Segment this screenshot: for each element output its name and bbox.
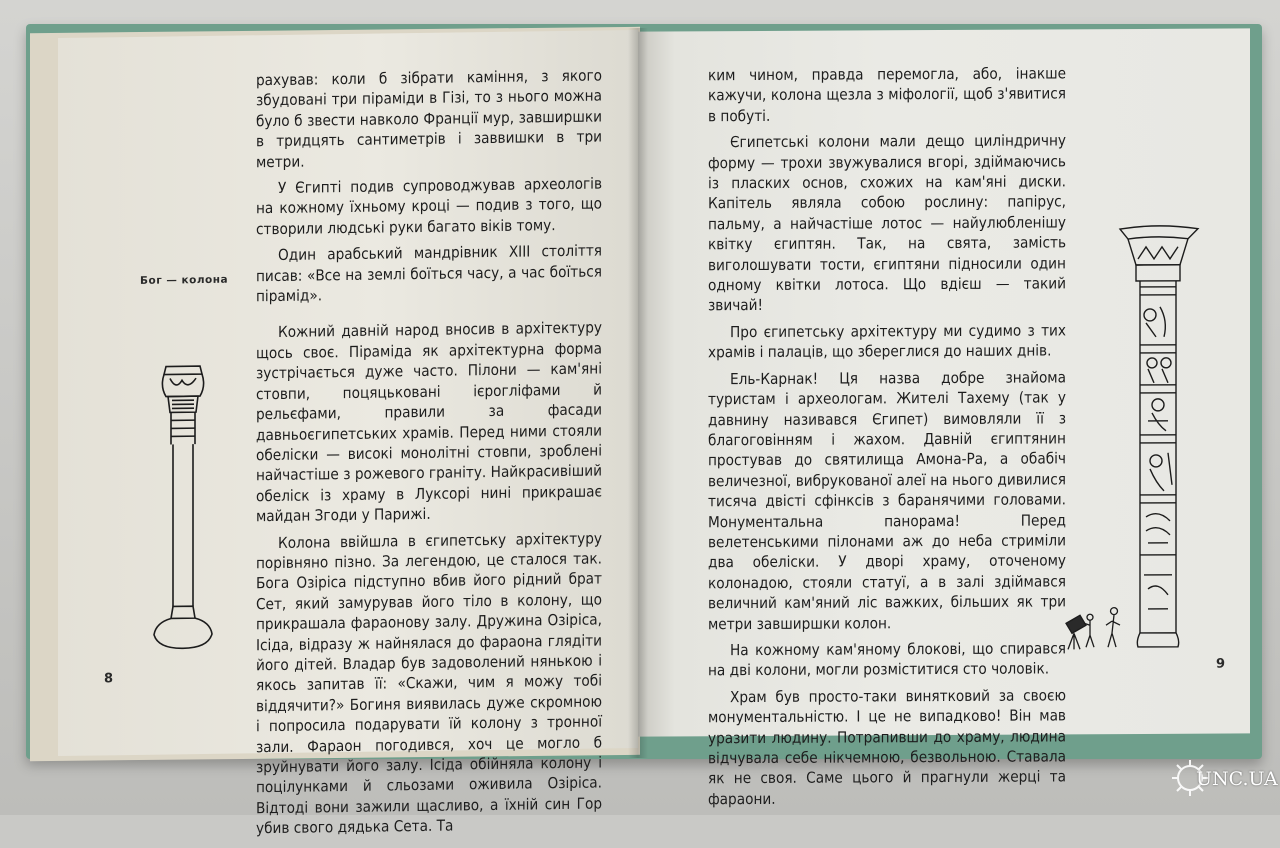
paragraph: Про єгипетську архітектуру ми судимо з тих храмів і палаців, що збереглися до наших днів. [708,321,1066,362]
paragraph: На кожному кам'яному блокові, що спирався на дві колони, могли розміститися сто чоловік. [708,639,1066,680]
paragraph: Храм був просто-таки винятковий за своєю монументальністю. І це не випадково! Він мав уразити людину. Потрапивши до храму, людина відчувала себе нікчемною, безвольною. Ставала як не своя. Саме цього й прагнули жерці та фараони. [708,686,1066,809]
book-gutter [628,28,648,758]
watermark-text: UNC.UA [1196,768,1278,790]
lotus-column-illustration [148,356,218,667]
illustration-caption: Бог — колона [140,273,229,287]
page-number-left: 8 [104,671,114,687]
left-page-text [256,65,602,844]
right-page-text [708,63,1066,815]
paragraph: Один арабський мандрівник XIII століття писав: «Все на землі боїться часу, а час боїться пірамід». [256,241,602,306]
tourist-figures-illustration [1060,603,1130,653]
paragraph: рахував: коли б зібрати каміння, з якого збудовані три піраміди в Гізі, то з нього можна було б звести навколо Франції мур, завширшки в тридцять сантиметрів і заввишки в три метри. [256,66,602,171]
paragraph: ким чином, правда перемогла, або, інакше кажучи, колона щезла з міфології, щоб з'явитися в побуті. [708,64,1066,126]
page-number-right: 9 [1216,656,1226,672]
paragraph: Єгипетські колони мали дещо циліндричну форму — трохи звужувалися вгорі, здіймаючись із пласких основ, схожих на кам'яні диски. Капітель являла собою рослину: папірус, пальму, а найчастіше лотос — найулюбленішу квітку єгиптян. Так, на свята, замість виголошувати тости, єгиптяни підносили один одному квітки лотоса. Що вдієш — такий звичай! [708,131,1066,315]
paragraph: Кожний давній народ вносив в архітектуру щось своє. Піраміда як архітектурна форма зустрічається дуже часто. Пілони — кам'яні стовпи, поцяцьковані ієрогліфами й рельєфами, правили за фасади давньоєгипетських храмів. Перед ними стояли обеліски — високі монолітні стовпи, зроблені найчастіше з рожевого граніту. Найкрасивіший обеліск із храму в Луксорі нині прикрашає майдан Згоди у Парижі. [256,318,602,526]
paragraph: Ель-Карнак! Ця назва добре знайома туристам і археологам. Жителі Тахему (так у давнину називався Єгипет) вимовляли її з благоговінням і жахом. Давній єгиптянин простував до святилища Амона-Ра, а обабіч величезної, вибрукованої алеї на нього дивилися тисяча двісті сфінксів з баранячими головами. Монументальна панорама! Перед велетенськими пілонами аж до неба стриміли два обеліски. У дворі храму, оточеному колонадою, стояли статуї, а в залі здіймався величний кам'яний ліс важких, більших як три метри завширшки колон. [708,368,1066,633]
paragraph: Колона ввійшла в єгипетську архітектуру порівняно пізно. За легендою, це сталося так. Бога Озіріса підступно вбив його рідний брат Сет, який замурував його тіло в колону, що прикрашала фараонову залу. Дружина Озіріса, Ісіда, відразу ж найнялася до фараона глядіти його дітей. Владар був задоволений нянькою і якось запитав її: «Скажи, чим я можу тобі віддячити?» Богиня виявилась дуже скромною і попросила подарувати їй колону з тронної зали. Фараон погодився, хоч це могло б зруйнувати його залу. Ісіда обійняла колону і поцілунками й сльозами оживила Озіріса. Відтоді вони зажили щасливо, а їхній син Гор убив свого дядька Сета. Та [256,528,602,838]
decorated-column-illustration [1108,225,1208,656]
left-page [58,30,638,838]
paragraph: У Єгипті подив супроводжував археологів на кожному їхньому кроці — подив з того, що створили людські руки багато віків тому. [256,174,602,239]
